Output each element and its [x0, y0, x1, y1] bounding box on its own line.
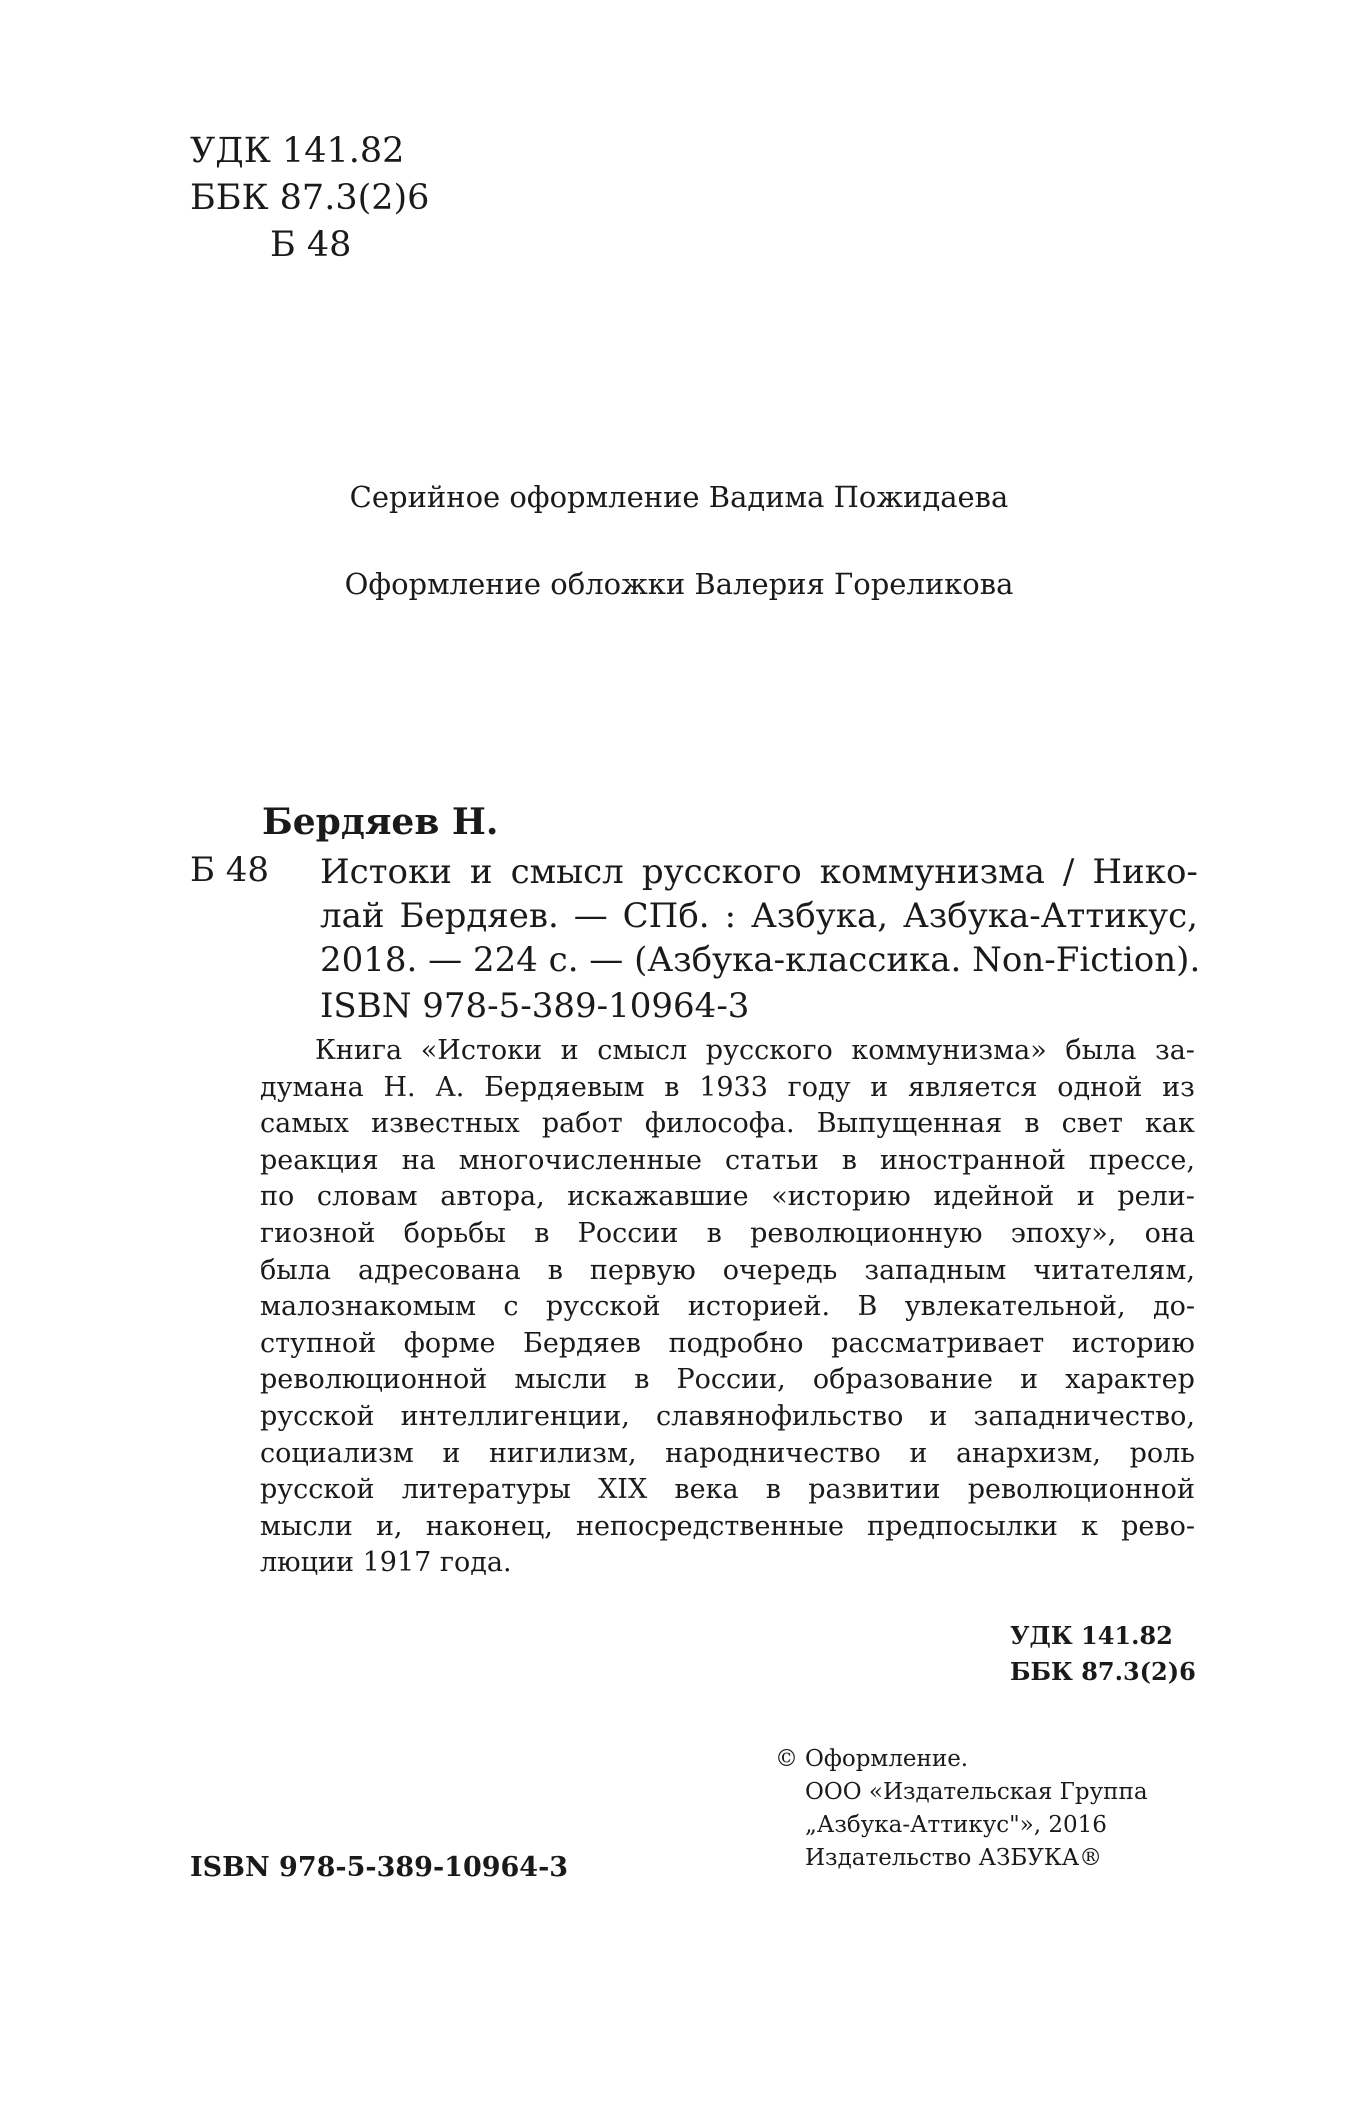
word: философа. — [644, 1108, 795, 1140]
word: коммунизма — [819, 852, 1045, 892]
classification-block — [190, 128, 429, 269]
classification-bottom — [1010, 1618, 1196, 1690]
annotation-line — [260, 1106, 1195, 1143]
word: очередь — [722, 1254, 838, 1286]
word: рево- — [1121, 1510, 1195, 1542]
word: социализм — [260, 1437, 414, 1469]
annotation-line — [260, 1070, 1195, 1107]
word: мысли — [514, 1364, 608, 1396]
word: народничество — [665, 1437, 881, 1469]
bibliographic-line — [320, 850, 1198, 894]
word: Азбука-Аттикус, — [903, 896, 1198, 936]
word: Нико- — [1092, 852, 1198, 892]
copyright-line-1: Оформление. — [805, 1746, 969, 1772]
word: борьбы — [403, 1217, 506, 1249]
annotation-line — [260, 1362, 1195, 1399]
word: в — [765, 1474, 781, 1506]
word: году — [787, 1071, 851, 1103]
word: рели- — [1117, 1181, 1195, 1213]
word: в — [1024, 1108, 1040, 1140]
word: 1933 — [699, 1071, 768, 1103]
word: западничество, — [973, 1400, 1195, 1432]
word: и — [442, 1437, 461, 1469]
word: русской — [260, 1400, 375, 1432]
bbk-code: ББК 87.3(2)6 — [190, 178, 430, 218]
word: русского — [705, 1035, 833, 1066]
copyright-block — [775, 1743, 1148, 1875]
annotation-line — [260, 1326, 1195, 1363]
word: — — [573, 896, 608, 936]
word: увлекательной, — [904, 1291, 1126, 1323]
annotation-line — [260, 1472, 1195, 1509]
word: 2018. — 224 с. — (Азбука-классика. Non-Fiction). — [320, 940, 1201, 980]
word: словам — [316, 1181, 418, 1213]
annotation-line — [260, 1545, 1195, 1582]
udk-code: УДК 141.82 — [190, 131, 405, 171]
word: известных — [371, 1108, 520, 1140]
bibliographic-line — [320, 938, 1201, 982]
word: В — [857, 1291, 878, 1323]
word: до- — [1152, 1291, 1195, 1323]
entry-isbn: ISBN 978-5-389-10964-3 — [320, 986, 750, 1026]
word: «историю — [771, 1181, 911, 1213]
word: автора, — [440, 1181, 545, 1213]
word: многочисленные — [458, 1144, 702, 1176]
word: подробно — [668, 1327, 804, 1359]
word: и — [1020, 1364, 1039, 1396]
word: Бердяевым — [484, 1071, 645, 1103]
word: статьи — [724, 1144, 819, 1176]
series-design-credit: Серийное оформление Вадима Пожидаева — [349, 480, 1009, 514]
word: смысл — [597, 1035, 688, 1066]
word: Азбука, — [750, 896, 889, 936]
word: одной — [1057, 1071, 1143, 1103]
word: интеллигенции, — [400, 1400, 630, 1432]
copyright-line-2: ООО «Издательская Группа — [805, 1779, 1148, 1805]
word: в — [547, 1254, 563, 1286]
bbk-code-bottom: ББК 87.3(2)6 — [1010, 1657, 1196, 1686]
bibliographic-line — [320, 894, 1198, 938]
word: Истоки — [320, 852, 452, 892]
word: думана — [260, 1071, 364, 1103]
word: как — [1145, 1108, 1195, 1140]
word: русской — [545, 1291, 661, 1323]
word: революционной — [967, 1474, 1195, 1506]
author-mark: Б 48 — [270, 225, 352, 265]
word: за- — [1154, 1035, 1195, 1066]
word: роль — [1129, 1437, 1195, 1469]
word: анархизм, — [955, 1437, 1101, 1469]
entry-author: Бердяев Н. — [262, 801, 499, 843]
word: в — [534, 1217, 550, 1249]
word: в — [841, 1144, 857, 1176]
word: она — [1144, 1217, 1195, 1249]
word: с — [503, 1291, 519, 1323]
word: была — [1065, 1035, 1137, 1066]
word: по — [260, 1181, 295, 1213]
word: развитии — [808, 1474, 941, 1506]
annotation-line — [260, 1509, 1195, 1546]
word: коммунизма» — [851, 1035, 1047, 1066]
word: СПб. — [622, 896, 710, 936]
word: и — [870, 1071, 889, 1103]
word: : — [724, 896, 737, 936]
annotation-line — [260, 1216, 1195, 1253]
word: эпоху», — [1010, 1217, 1117, 1249]
word: / — [1062, 852, 1075, 892]
word: была — [260, 1254, 331, 1286]
word: в — [706, 1217, 722, 1249]
word: лай — [320, 896, 385, 936]
word: славянофильство — [655, 1400, 904, 1432]
word: и — [1076, 1181, 1095, 1213]
annotation-line — [260, 1399, 1195, 1436]
word: Книга — [315, 1035, 403, 1066]
word: смысл — [510, 852, 624, 892]
word: русского — [641, 852, 802, 892]
word: Бердяев. — [399, 896, 559, 936]
word: самых — [260, 1108, 349, 1140]
annotation-line — [260, 1033, 1195, 1070]
word: ступной — [260, 1327, 377, 1359]
word: рассматривает — [831, 1327, 1045, 1359]
word: историю — [1071, 1327, 1195, 1359]
word: Бердяев — [523, 1327, 641, 1359]
word: века — [674, 1474, 739, 1506]
word: XIX — [598, 1474, 648, 1506]
word: предпосылки — [867, 1510, 1058, 1542]
word: идейной — [933, 1181, 1055, 1213]
annotation — [260, 1033, 1195, 1582]
word: форме — [403, 1327, 496, 1359]
word: характер — [1065, 1364, 1195, 1396]
word: и, — [375, 1510, 403, 1542]
word: историей. — [687, 1291, 831, 1323]
cover-design-credit: Оформление обложки Валерия Гореликова — [344, 567, 1014, 601]
word: революционной — [260, 1364, 488, 1396]
word: читателям, — [1033, 1254, 1195, 1286]
word: в — [634, 1364, 650, 1396]
isbn-bottom: ISBN 978-5-389-10964-3 — [190, 1852, 569, 1883]
word: искажавшие — [567, 1181, 749, 1213]
word: прессе, — [1088, 1144, 1195, 1176]
annotation-line — [260, 1143, 1195, 1180]
word: мысли — [260, 1510, 353, 1542]
word: революционную — [750, 1217, 983, 1249]
annotation-line — [260, 1253, 1195, 1290]
annotation-line — [260, 1436, 1195, 1473]
copyright-line-4: Издательство АЗБУКА® — [805, 1845, 1103, 1871]
word: иностранной — [879, 1144, 1066, 1176]
word: реакция — [260, 1144, 379, 1176]
word: русской — [260, 1474, 375, 1506]
word: свет — [1061, 1108, 1123, 1140]
word: люции 1917 года. — [260, 1547, 512, 1579]
word: и — [560, 1035, 579, 1066]
word: нигилизм, — [488, 1437, 637, 1469]
annotation-line — [260, 1179, 1195, 1216]
word: «Истоки — [420, 1035, 543, 1066]
word: из — [1162, 1071, 1195, 1103]
word: непосредственные — [576, 1510, 844, 1542]
bibliographic-description — [320, 850, 1201, 982]
word: гиозной — [260, 1217, 376, 1249]
word: и — [929, 1400, 948, 1432]
word: и — [909, 1437, 928, 1469]
word: России, — [676, 1364, 786, 1396]
word: литературы — [401, 1474, 571, 1506]
word: первую — [589, 1254, 696, 1286]
word: Н. — [383, 1071, 416, 1103]
word: в — [664, 1071, 680, 1103]
word: работ — [541, 1108, 623, 1140]
udk-code-bottom: УДК 141.82 — [1010, 1621, 1173, 1650]
copyright-line-3: „Азбука-Аттикус"», 2016 — [805, 1812, 1107, 1838]
word: западным — [864, 1254, 1007, 1286]
word: Выпущенная — [816, 1108, 1003, 1140]
word: А. — [435, 1071, 465, 1103]
word: России — [577, 1217, 679, 1249]
word: является — [908, 1071, 1038, 1103]
word: адресована — [357, 1254, 521, 1286]
word: малознакомым — [260, 1291, 476, 1323]
word: образование — [812, 1364, 993, 1396]
word: к — [1081, 1510, 1098, 1542]
annotation-line — [260, 1289, 1195, 1326]
entry-author-mark: Б 48 — [190, 850, 270, 890]
copyright-icon: © — [775, 1746, 798, 1772]
word: наконец, — [425, 1510, 553, 1542]
word: на — [401, 1144, 436, 1176]
word: и — [469, 852, 493, 892]
